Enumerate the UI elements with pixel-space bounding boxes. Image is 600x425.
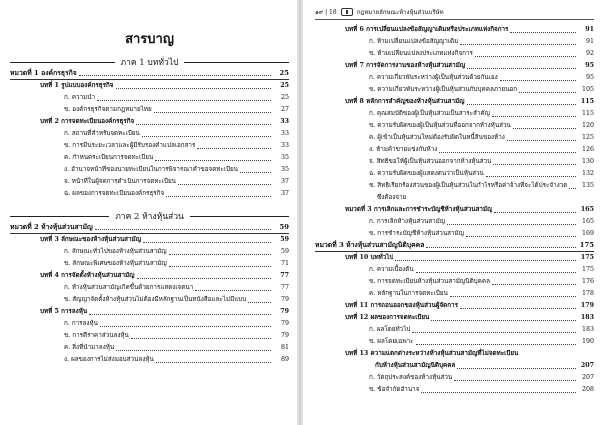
- toc-entry-page: 176: [581, 278, 594, 285]
- toc-entry: [315, 72, 594, 84]
- toc-entry-page: 59: [280, 236, 289, 243]
- toc-entry-continuation: [315, 192, 594, 204]
- toc-entry-page: 77: [280, 284, 289, 291]
- toc-entry: [315, 288, 594, 300]
- toc-entry: [315, 132, 594, 144]
- dot-leader: [460, 44, 576, 45]
- dot-leader: [89, 314, 271, 315]
- running-header: [315, 6, 594, 20]
- dot-leader: [416, 272, 576, 273]
- dot-leader: [493, 164, 576, 165]
- toc-entry-title: ก. ห้ามเปลี่ยนแปลงข้อสัญญาเดิม: [369, 38, 459, 45]
- toc-entry-title: หมวดที่ 3 ห้างหุ้นส่วนสามัญนิติบุคคล: [315, 241, 425, 249]
- toc-entry-page: 183: [580, 314, 594, 321]
- toc-entry: [10, 68, 289, 80]
- toc-entry-page: 165: [581, 218, 594, 225]
- dot-leader: [513, 128, 576, 129]
- toc-entry: [315, 180, 594, 192]
- toc-entry-title: ก. การเลิกห้างหุ้นส่วนสามัญ: [369, 218, 446, 225]
- toc-entry-title: ก. สถานที่สำหรับจดทะเบียน: [64, 130, 140, 137]
- toc-entry-title: ก. คุณสมบัติของผู้เป็นหุ้นส่วนเป็นสาระสำคัญ: [369, 110, 490, 117]
- toc-entry-title: บทที่ 4 การจัดตั้งห้างหุ้นส่วนสามัญ: [40, 272, 135, 279]
- dot-leader: [510, 32, 576, 33]
- scales-icon: [341, 8, 353, 16]
- toc-entry-title: บทที่ 8 หลักการสำคัญของห้างหุ้นส่วนสามัญ: [345, 98, 465, 105]
- part-label: ภาค 1 บททั่วไป: [120, 58, 179, 68]
- toc-entry-page: 115: [581, 110, 594, 117]
- toc-entry-page: 135: [581, 182, 594, 189]
- dot-leader: [467, 68, 576, 69]
- toc-entry-title: ช. สิทธิเรียกร้องส่วนของผู้เป็นหุ้นส่วนในกำไรหรือค่าจ้างที่จะได้ประจำงวด: [369, 182, 568, 189]
- toc-entry-page: 207: [580, 362, 594, 369]
- toc-entry-page: 91: [585, 26, 594, 33]
- toc-entry: [315, 264, 594, 276]
- toc-entry: [10, 354, 289, 366]
- toc-entry: [10, 294, 289, 306]
- toc-entry-page: 178: [581, 290, 594, 297]
- toc-entry: [315, 96, 594, 108]
- toc-entry: [10, 176, 289, 188]
- rule: [190, 216, 289, 217]
- toc-entry-page: 27: [280, 106, 289, 113]
- toc-entry: [315, 156, 594, 168]
- toc-entry: [315, 336, 594, 348]
- toc-entry-page: 169: [581, 230, 594, 237]
- toc-entry-page: 25: [280, 94, 289, 101]
- running-title: กฎหมายลักษณะห้างหุ้นส่วนบริษัท: [356, 9, 444, 16]
- toc-entry-title: ฉ. ความรับผิดของผู้แสดงตนว่าเป็นหุ้นส่วน: [369, 170, 484, 177]
- dot-leader: [142, 136, 271, 137]
- toc-entry: [315, 252, 594, 264]
- toc-entry-title: ข. ผลโดยเฉพาะ: [369, 338, 414, 345]
- toc-entry: [315, 384, 594, 396]
- toc-entry-page: 179: [580, 302, 594, 309]
- toc-entry: [315, 36, 594, 48]
- toc-entry: [315, 276, 594, 288]
- toc-entry-page: 115: [580, 98, 594, 105]
- toc-entry: [10, 116, 289, 128]
- left-toc: [10, 56, 289, 366]
- toc-entry: [315, 168, 594, 180]
- toc-entry-title: ง. อำนาจหน้าที่ของนายทะเบียนในการพิจารณาคำขอจดทะเบียน: [64, 166, 238, 173]
- dot-leader: [421, 392, 576, 393]
- toc-entry-page: 105: [581, 86, 594, 93]
- toc-entry-title: บทที่ 7 การจัดการงานของห้างหุ้นส่วนสามัญ: [345, 62, 466, 69]
- toc-entry: [315, 204, 594, 216]
- toc-entry-page: 208: [581, 386, 594, 393]
- dot-leader: [116, 350, 271, 351]
- toc-entry-page: 33: [280, 118, 289, 125]
- toc-entry-page: 95: [585, 74, 594, 81]
- toc-entry-page: 130: [581, 158, 594, 165]
- part-label: ภาค 2 ห้างหุ้นส่วน: [115, 212, 184, 222]
- dot-leader: [507, 140, 576, 141]
- dot-leader: [154, 112, 271, 113]
- dot-leader: [492, 284, 576, 285]
- toc-entry-title: ก. ความเบื้องต้น: [369, 266, 414, 273]
- dot-leader: [426, 247, 576, 248]
- toc-entry-title: จ. สิทธิขอให้ผู้เป็นหุ้นส่วนออกจากห้างหุ้นส่วน: [369, 158, 492, 165]
- dot-leader: [195, 290, 271, 291]
- dot-leader: [466, 236, 576, 237]
- dot-leader: [447, 224, 576, 225]
- toc-entry-title: ข. ความเกี่ยวพันระหว่างผู้เป็นหุ้นส่วนกับบุคคลภายนอก: [369, 86, 518, 93]
- toc-entry-page: 190: [581, 338, 594, 345]
- toc-entry: [315, 84, 594, 96]
- toc-entry-title: ค. ผู้เข้าเป็นหุ้นส่วนใหม่ต้องรับผิดในหนี้สินของห้าง: [369, 134, 505, 141]
- toc-entry: [10, 306, 289, 318]
- dot-leader: [494, 212, 576, 213]
- dot-leader: [439, 152, 576, 153]
- toc-entry: [315, 144, 594, 156]
- dot-leader: [79, 75, 271, 76]
- toc-entry: [10, 104, 289, 116]
- toc-entry: [10, 128, 289, 140]
- right-toc: [315, 24, 594, 396]
- toc-entry-title: ก. วัตถุประสงค์ของห้างหุ้นส่วน: [369, 374, 453, 381]
- toc-entry: [315, 300, 594, 312]
- toc-entry-title: จ. หน้าที่ในผู้จดการดำเนินการจดทะเบียน: [64, 178, 176, 185]
- toc-entry: [10, 188, 289, 200]
- toc-entry: [10, 270, 289, 282]
- dot-leader: [492, 116, 576, 117]
- dot-leader: [475, 56, 576, 57]
- toc-entry-title: บทที่ 6 การเปลี่ยนแปลงข้อสัญญาเดิมหรือประเภทแห่งกิจการ: [345, 26, 509, 33]
- toc-entry: [10, 234, 289, 246]
- toc-entry: [315, 372, 594, 384]
- toc-entry: [315, 120, 594, 132]
- toc-entry-page: 125: [581, 134, 594, 141]
- toc-entry-title: หมวดที่ 1 องค์กรธุรกิจ: [10, 69, 77, 77]
- dot-leader: [169, 254, 271, 255]
- page-number: ๑๙ | 18: [315, 9, 337, 16]
- rule: [184, 62, 289, 63]
- toc-entry-title: ข. การชำระบัญชีห้างหุ้นส่วนสามัญ: [369, 230, 465, 237]
- dot-leader: [500, 80, 576, 81]
- toc-entry-title: บทที่ 5 การลงหุ้น: [40, 308, 88, 315]
- dot-leader: [143, 242, 271, 243]
- dot-leader: [197, 148, 271, 149]
- toc-entry-title: ข. ความรับผิดของผู้เป็นหุ้นส่วนที่ออกจากห้างหุ้นส่วน: [369, 122, 511, 129]
- toc-entry-page: 183: [581, 326, 594, 333]
- toc-entry-title: ฉ. ผลของการจดทะเบียนองค์กรธุรกิจ: [64, 190, 165, 197]
- toc-entry-page: 35: [280, 166, 289, 173]
- toc-entry-page: 79: [280, 332, 289, 339]
- dot-leader: [431, 320, 576, 321]
- toc-entry-page: 92: [585, 50, 594, 57]
- dot-leader: [95, 229, 271, 230]
- toc-entry: [315, 348, 594, 360]
- toc-entry-page: 33: [280, 130, 289, 137]
- toc-entry-title: ข. องค์กรธุรกิจตามกฎหมายไทย: [64, 106, 152, 113]
- dot-leader: [100, 326, 271, 327]
- toc-entry-page: 175: [581, 266, 594, 273]
- toc-entry-page: 91: [585, 38, 594, 45]
- dot-leader: [166, 196, 271, 197]
- dot-leader: [240, 172, 271, 173]
- toc-entry: [315, 24, 594, 36]
- toc-entry-page: 79: [280, 308, 289, 315]
- toc-entry-page: 25: [279, 69, 289, 77]
- toc-entry-page: 33: [280, 142, 289, 149]
- dot-leader: [131, 338, 271, 339]
- toc-entry-title: ง. ห้ามค้าขายแข่งกับห้าง: [369, 146, 438, 153]
- toc-entry-title: ง. ผลของการไม่ส่งมอบส่วนลงหุ้น: [64, 356, 154, 363]
- toc-entry-title: หมวดที่ 2 ห้างหุ้นส่วนสามัญ: [10, 223, 93, 231]
- toc-entry-page: 89: [280, 356, 289, 363]
- dot-leader: [178, 184, 271, 185]
- toc-entry: [10, 330, 289, 342]
- toc-entry: [315, 48, 594, 60]
- toc-entry: [10, 92, 289, 104]
- toc-entry-page: 37: [280, 190, 289, 197]
- toc-entry-title: หมวดที่ 3 การเลิกและการชำระบัญชีห้างหุ้นส่วนสามัญ: [345, 206, 493, 213]
- toc-entry-title: บทที่ 1 รูปแบบองค์กรธุรกิจ: [40, 82, 114, 89]
- toc-entry-title: ก. ลักษณะทั่วไปของห้างหุ้นส่วนสามัญ: [64, 248, 167, 255]
- toc-entry-page: 79: [280, 296, 289, 303]
- toc-entry-page: 77: [280, 272, 289, 279]
- toc-entry: [315, 60, 594, 72]
- dot-leader: [569, 188, 576, 189]
- rule: [10, 62, 115, 63]
- toc-entry-title: ก. ความนำ: [64, 94, 96, 101]
- toc-entry-title: ข. การมีนระยะเวลาและผู้มีรับรองคำแปลเอกสาร: [64, 142, 196, 149]
- toc-entry: [10, 342, 289, 354]
- toc-entry-page: 81: [280, 344, 289, 351]
- toc-entry-title: บทที่ 13 ความแตกต่างระหว่างห้างหุ้นส่วนสามัญที่ไม่จดทะเบียน: [345, 350, 519, 357]
- toc-entry-title: ก. ผลโดยทั่วไป: [369, 326, 411, 333]
- toc-entry: [10, 318, 289, 330]
- toc-entry-page: 37: [280, 178, 289, 185]
- toc-entry: [315, 216, 594, 228]
- toc-entry-page: 59: [280, 248, 289, 255]
- toc-entry: [10, 258, 289, 270]
- dot-leader: [155, 160, 271, 161]
- toc-entry-title: ก. ห้างหุ้นส่วนสามัญเกิดขึ้นด้วยการแสดงเจตนา: [64, 284, 194, 291]
- toc-entry: [10, 164, 289, 176]
- toc-entry-title: ข. สัญญาจัดตั้งห้างหุ้นส่วนไม่ต้องมีหลักฐานเป็นหนังสือและไม่มีแบบ: [64, 296, 247, 303]
- toc-entry: [315, 240, 594, 252]
- dot-leader: [519, 92, 576, 93]
- toc-entry: [315, 108, 594, 120]
- toc-entry-page: 132: [581, 170, 594, 177]
- dot-leader: [416, 344, 576, 345]
- dot-leader: [137, 278, 271, 279]
- toc-entry: [315, 324, 594, 336]
- toc-entry-page: 126: [581, 146, 594, 153]
- toc-entry: [10, 152, 289, 164]
- toc-entry-title: ค. หลักฐานในการจดทะเบียน: [369, 290, 448, 297]
- toc-entry-title: ข. ลักษณะพิเศษของห้างหุ้นส่วนสามัญ: [64, 260, 167, 267]
- dot-leader: [457, 368, 576, 369]
- toc-entry-title: บทที่ 10 บททั่วไป: [345, 254, 394, 261]
- dot-leader: [412, 332, 576, 333]
- toc-title: สารบาญ: [125, 32, 174, 47]
- toc-entry-page: 59: [279, 223, 289, 231]
- toc-entry-page: 35: [280, 154, 289, 161]
- dot-leader: [450, 296, 576, 297]
- toc-entry-title: ข. ห้ามเปลี่ยนแปลงประเภทแห่งกิจการ: [369, 50, 473, 57]
- dot-leader: [460, 308, 576, 309]
- toc-entry: [10, 222, 289, 234]
- toc-entry-page: 120: [581, 122, 594, 129]
- toc-entry-continuation: [315, 360, 594, 372]
- toc-entry: [10, 282, 289, 294]
- toc-entry: [10, 140, 289, 152]
- toc-entry-title: ค. สิ่งที่นำมาลงหุ้น: [64, 344, 115, 351]
- toc-entry: [315, 312, 594, 324]
- toc-entry-title-cont: กับห้างหุ้นส่วนสามัญนิติบุคคล: [375, 362, 456, 369]
- right-page: [303, 0, 600, 425]
- toc-entry-page: 79: [280, 320, 289, 327]
- left-page: [0, 0, 297, 425]
- dot-leader: [97, 100, 271, 101]
- toc-entry-title: บทที่ 2 การจดทะเบียนองค์กรธุรกิจ: [40, 118, 135, 125]
- toc-entry-page: 25: [280, 82, 289, 89]
- dot-leader: [486, 176, 576, 177]
- dot-leader: [116, 88, 272, 89]
- dot-leader: [467, 104, 576, 105]
- toc-entry-page: 175: [579, 241, 594, 249]
- dot-leader: [248, 302, 271, 303]
- toc-entry-title: ข. ข้อจำกัดอำนาจ: [369, 386, 420, 393]
- toc-entry: [10, 80, 289, 92]
- toc-entry-title: บทที่ 12 ผลของการจดทะเบียน: [345, 314, 430, 321]
- dot-leader: [156, 362, 271, 363]
- toc-entry-title: ข. การตีราคาส่วนลงหุ้น: [64, 332, 129, 339]
- toc-entry: [10, 246, 289, 258]
- toc-entry-title: บทที่ 3 ลักษณะของห้างหุ้นส่วนสามัญ: [40, 236, 142, 243]
- toc-entry-page: 175: [580, 254, 594, 261]
- toc-entry-title-cont: ซึ่งต้องจ่าย: [377, 194, 407, 201]
- dot-leader: [136, 124, 271, 125]
- dot-leader: [169, 266, 271, 267]
- dot-leader: [454, 380, 576, 381]
- toc-entry-title: ค. กำหนดระเบียนการจดทะเบียน: [64, 154, 154, 161]
- dot-leader: [395, 260, 576, 261]
- toc-entry-page: 71: [280, 260, 289, 267]
- rule: [10, 216, 109, 217]
- toc-entry-title: ก. ความเกี่ยวพันระหว่างผู้เป็นหุ้นส่วนด้วยกันเอง: [369, 74, 498, 81]
- toc-entry-title: ข. การจดทะเบียนห้างหุ้นส่วนสามัญนิติบุคคล: [369, 278, 490, 285]
- toc-entry-title: บทที่ 11 การถอนออกของหุ้นส่วนผู้จัดการ: [345, 302, 458, 309]
- toc-entry-title: ก. การลงหุ้น: [64, 320, 98, 327]
- toc-entry-page: 165: [580, 206, 594, 213]
- toc-entry-page: 207: [581, 374, 594, 381]
- toc-entry-page: 95: [585, 62, 594, 69]
